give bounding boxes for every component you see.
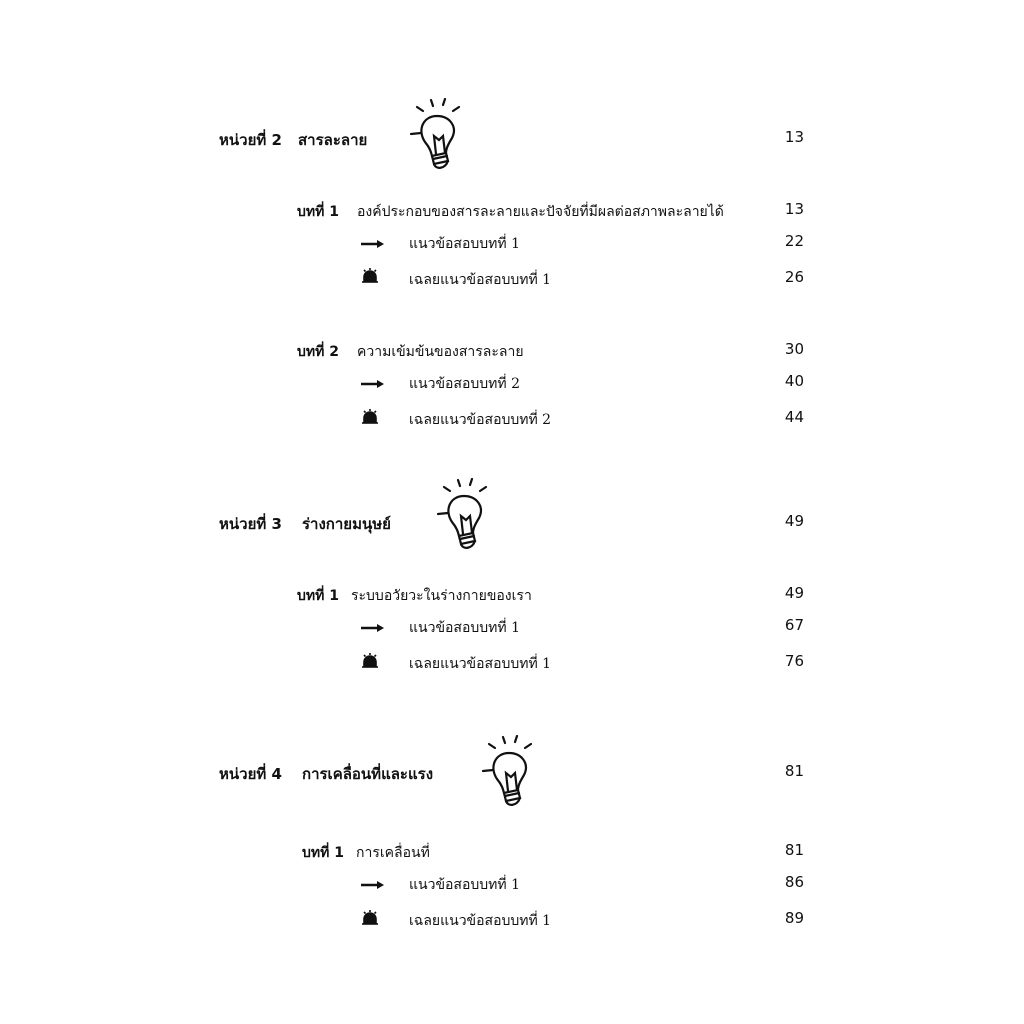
chapter-page-number: 49 [784, 584, 804, 602]
chapter-label: บทที่ 1 [297, 588, 339, 604]
unit-title: สารละลาย [298, 131, 368, 149]
chapter-label: บทที่ 1 [297, 204, 339, 220]
chapter-label: บทที่ 2 [297, 344, 339, 360]
chapter-page-number: 30 [784, 340, 804, 358]
answer-item-text: เฉลยแนวข้อสอบบทที่ 2 [409, 412, 552, 428]
exam-item-page: 22 [784, 232, 804, 250]
pencil-icon [361, 234, 385, 253]
lightbulb-icon [403, 98, 473, 178]
alarm-bell-icon [361, 267, 379, 287]
unit-label: หน่วยที่ 3 [219, 515, 282, 533]
chapter-title: องค์ประกอบของสารละลายและปัจจัยที่มีผลต่อสภาพละลายได้ [357, 204, 724, 220]
answer-item-text: เฉลยแนวข้อสอบบทที่ 1 [409, 913, 552, 929]
unit-page-number: 81 [784, 762, 804, 780]
answer-item-page: 89 [784, 909, 804, 927]
alarm-bell-icon [361, 408, 379, 428]
pencil-icon [361, 618, 385, 637]
answer-item-text: เฉลยแนวข้อสอบบทที่ 1 [409, 656, 552, 672]
exam-item-text: แนวข้อสอบบทที่ 1 [409, 236, 520, 252]
exam-item-text: แนวข้อสอบบทที่ 2 [409, 376, 520, 392]
chapter-page-number: 81 [784, 841, 804, 859]
alarm-bell-icon [361, 909, 379, 929]
answer-item-page: 76 [784, 652, 804, 670]
answer-item-page: 26 [784, 268, 804, 286]
exam-item-text: แนวข้อสอบบทที่ 1 [409, 620, 520, 636]
chapter-page-number: 13 [784, 200, 804, 218]
exam-item-page: 40 [784, 372, 804, 390]
unit-page-number: 49 [784, 512, 804, 530]
exam-item-page: 86 [784, 873, 804, 891]
unit-page-number: 13 [784, 128, 804, 146]
answer-item-text: เฉลยแนวข้อสอบบทที่ 1 [409, 272, 552, 288]
chapter-title: ระบบอวัยวะในร่างกายของเรา [351, 588, 532, 604]
pencil-icon [361, 374, 385, 393]
lightbulb-icon [430, 478, 500, 558]
answer-item-page: 44 [784, 408, 804, 426]
pencil-icon [361, 875, 385, 894]
unit-label: หน่วยที่ 2 [219, 131, 282, 149]
chapter-title: การเคลื่อนที่ [356, 845, 430, 861]
exam-item-text: แนวข้อสอบบทที่ 1 [409, 877, 520, 893]
chapter-label: บทที่ 1 [302, 845, 344, 861]
chapter-title: ความเข้มข้นของสารละลาย [357, 344, 524, 360]
unit-title: ร่างกายมนุษย์ [302, 515, 391, 533]
alarm-bell-icon [361, 652, 379, 672]
unit-label: หน่วยที่ 4 [219, 765, 282, 783]
exam-item-page: 67 [784, 616, 804, 634]
unit-title: การเคลื่อนที่และแรง [302, 765, 434, 783]
lightbulb-icon [475, 735, 545, 815]
